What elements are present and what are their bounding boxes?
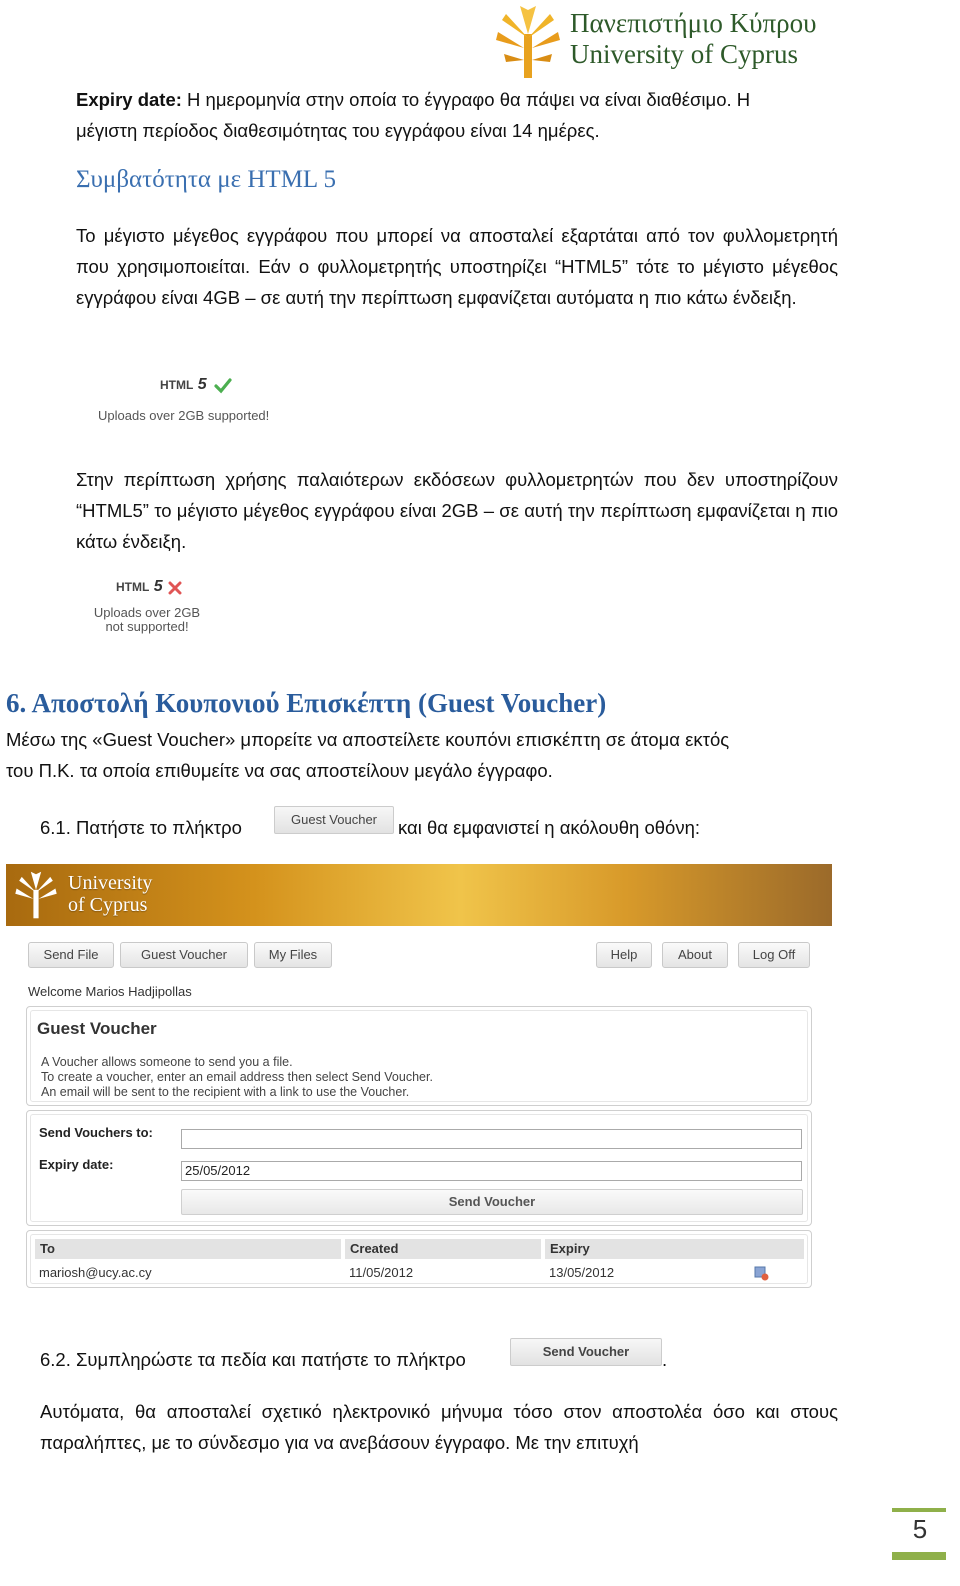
column-header-to: To [35,1239,341,1259]
section-6-intro [6,724,836,786]
page-number-bottom-bar [892,1552,946,1560]
html5-unsupported-text [92,606,202,634]
row-created: 11/05/2012 [349,1265,414,1280]
html5-badge-number-unsupported: 5 [153,578,163,595]
html5-paragraph-supported: Το μέγιστο μέγεθος εγγράφου που μπορεί να αποσταλεί εξαρτάται από τον φυλλομετρητή που χρησιμοποιείται. Εάν ο φυλλομετρητής υποστηρίζει “HTML5” τότε το μέγιστο μέγεθος εγγράφου είναι 4GB – σε αυτή την περίπτωση εμφανίζεται αυτόματα η πιο κάτω ένδειξη. [76,225,838,308]
html5-unsupported-text-line1: Uploads over 2GB [93,605,201,620]
step-6-1-prefix: 6.1. Πατήστε το πλήκτρο [40,817,242,838]
html5-badge-number: 5 [197,376,207,393]
olive-tree-logo-icon [494,4,562,80]
section-6-intro-line2: του Π.Κ. τα οποία επιθυμείτε να σας αποστείλουν μεγάλο έγγραφο. [6,760,553,781]
html5-supported-badge [96,374,316,430]
expiry-paragraph [76,84,838,146]
guest-voucher-info-panel [26,1006,812,1106]
step-6-2-suffix: . [662,1349,668,1370]
delete-voucher-icon[interactable] [753,1265,769,1281]
expiry-definition-line2: μέγιστη περίοδος διαθεσιμότητας του εγγράφου είναι 14 ημέρες. [76,120,600,141]
nav-send-file[interactable]: Send File [28,942,114,968]
html5-paragraph-unsupported: Στην περίπτωση χρήσης παλαιότερων εκδόσεων φυλλομετρητών που δεν υποστηρίζουν “HTML5” το μέγιστο μέγεθος εγγράφου είναι 2GB – σε αυτή την περίπτωση εμφανίζεται η πιο κάτω ένδειξη. [76,469,838,552]
logo-greek-name: Πανεπιστήμιο Κύπρου [570,8,817,38]
html5-unsupported-text-line2: not supported! [105,619,189,634]
voucher-form-panel [26,1110,812,1226]
guest-voucher-screenshot [6,864,832,1292]
description-line1: A Voucher allows someone to send you a file. [41,1055,293,1069]
guest-voucher-description [41,1055,433,1100]
description-line2: To create a voucher, enter an email address then select Send Voucher. [41,1070,433,1084]
app-banner [6,864,832,926]
row-to: mariosh@ucy.ac.cy [39,1265,152,1280]
html5-badge-label: HTML 5 [160,376,207,393]
send-voucher-button[interactable]: Send Voucher [181,1189,803,1215]
checkmark-icon [214,378,232,394]
cross-icon [168,581,182,595]
html5-supported-text: Uploads over 2GB supported! [98,408,270,423]
html5-unsupported-badge [92,576,232,638]
banner-olive-tree-icon [14,870,58,920]
section-6-intro-line1: Μέσω της «Guest Voucher» μπορείτε να αποστείλετε κουπόνι επισκέπτη σε άτομα εκτός [6,729,730,750]
expiry-date-input[interactable]: 25/05/2012 [181,1161,802,1181]
send-to-input[interactable] [181,1129,802,1149]
section-6-heading: 6. Αποστολή Κουπονιού Επισκέπτη (Guest Voucher) [6,688,607,718]
send-to-label: Send Vouchers to: [39,1125,153,1140]
banner-line1: University [68,872,153,894]
column-header-created: Created [345,1239,541,1259]
guest-voucher-title: Guest Voucher [37,1019,157,1038]
description-line3: An email will be sent to the recipient with a link to use the Voucher. [41,1085,410,1099]
banner-line2: of Cyprus [68,894,148,916]
closing-paragraph: Αυτόματα, θα αποσταλεί σχετικό ηλεκτρονικό μήνυμα τόσο στον αποστολέα όσο και στους παραλήπτες, με το σύνδεσμο για να ανεβάσουν έγγραφο. Με την επιτυχή [40,1401,838,1453]
welcome-message: Welcome Marios Hadjipollas [28,984,192,999]
row-expiry: 13/05/2012 [549,1265,615,1280]
logo-english-name: University of Cyprus [570,39,798,69]
page-number: 5 [912,1514,928,1544]
nav-help[interactable]: Help [596,942,652,968]
guest-voucher-button-image: Guest Voucher [274,806,394,834]
html5-heading: Συμβατότητα με HTML 5 [76,166,337,193]
nav-about[interactable]: About [662,942,728,968]
step-6-1-suffix: και θα εμφανιστεί η ακόλουθη οθόνη: [398,817,700,838]
html5-badge-label-unsupported: HTML 5 [116,578,163,595]
banner-wordmark [68,872,152,916]
university-logo [494,4,838,80]
page-number-top-rule [892,1508,946,1512]
expiry-term: Expiry date: [76,89,182,110]
nav-log-off[interactable]: Log Off [738,942,810,968]
column-header-expiry: Expiry [545,1239,804,1259]
expiry-definition-line1: Η ημερομηνία στην οποία το έγγραφο θα πάψει να είναι διαθέσιμο. Η [181,89,751,110]
expiry-date-label: Expiry date: [39,1157,114,1172]
vouchers-table-panel [26,1230,812,1288]
nav-guest-voucher[interactable]: Guest Voucher [120,942,248,968]
step-6-2-prefix: 6.2. Συμπληρώστε τα πεδία και πατήστε το πλήκτρο [40,1349,466,1370]
nav-my-files[interactable]: My Files [254,942,332,968]
send-voucher-button-image: Send Voucher [510,1338,662,1366]
logo-wordmark [570,8,816,70]
